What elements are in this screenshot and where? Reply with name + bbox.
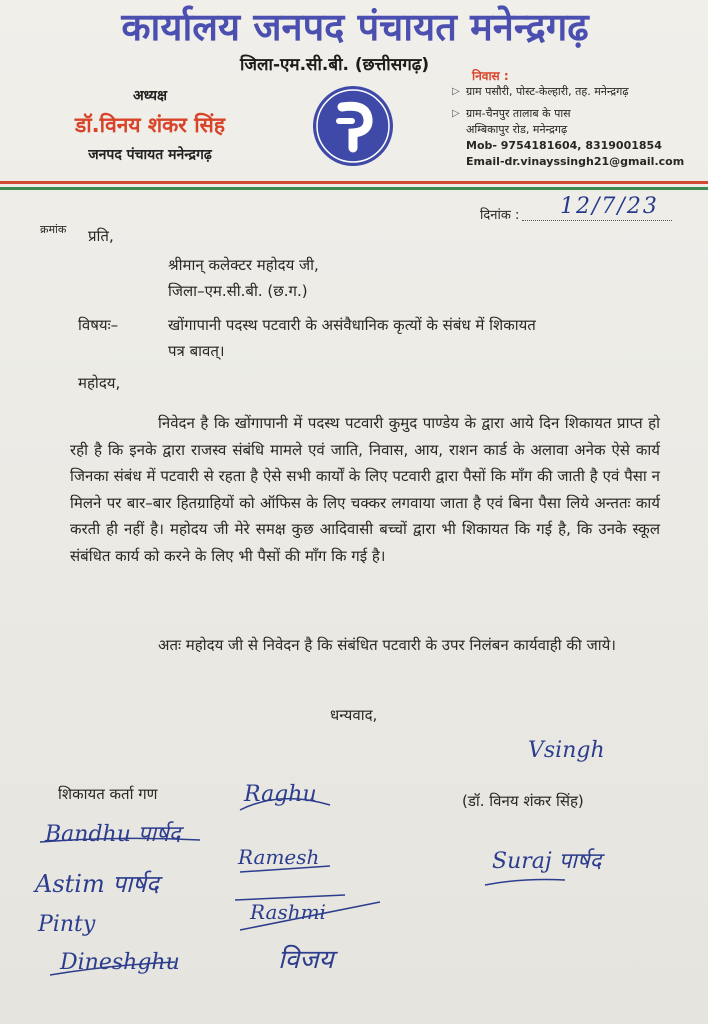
- email-address: Email-dr.vinayssingh21@gmail.com: [466, 155, 685, 168]
- panchayat-logo-icon: [312, 85, 394, 167]
- office-title: कार्यालय जनपद पंचायत मनेन्द्रगढ़: [121, 5, 589, 49]
- address-line-1: ग्राम पसौरी, पोस्ट-केल्हारी, तह. मनेन्द्रगढ़: [466, 85, 629, 98]
- signature-6: Rashmi: [250, 900, 326, 924]
- triangle-icon: ▷: [452, 108, 460, 119]
- president-office: जनपद पंचायत मनेन्द्रगढ़: [88, 147, 212, 163]
- thanks: धन्यवाद,: [330, 706, 378, 724]
- prati-label: प्रति,: [88, 227, 114, 245]
- address-heading: निवास :: [472, 69, 509, 83]
- complainants-label: शिकायत कर्ता गण: [58, 785, 158, 803]
- body-paragraph-1: [70, 410, 660, 569]
- subject-line-2: पत्र बावत्।: [168, 342, 225, 360]
- signature-9: Suraj पार्षद: [492, 849, 602, 874]
- recipient-line-1: श्रीमान् कलेक्टर महोदय जी,: [168, 256, 319, 274]
- signature-2: Astim पार्षद: [35, 870, 159, 898]
- date-value: 12/7/23: [560, 194, 659, 219]
- triangle-icon: ▷: [452, 86, 460, 97]
- signature-4: Dineshghu: [60, 950, 180, 975]
- reference-number-label: क्रमांक: [40, 223, 67, 236]
- signature-8: विजय: [278, 945, 334, 975]
- signature-1: Bandhu पार्षद: [45, 822, 181, 847]
- address-block: [452, 68, 684, 170]
- date-label: दिनांक :: [480, 208, 520, 223]
- address-line-3: अम्बिकापुर रोड, मनेन्द्रगढ़: [466, 123, 568, 136]
- subject-label: विषयः–: [78, 316, 119, 334]
- mobile-numbers: Mob- 9754181604, 8319001854: [466, 139, 662, 152]
- header-rule-red: [0, 181, 708, 184]
- signature-3: Pinty: [38, 912, 96, 937]
- signature-main: Vsingh: [528, 738, 605, 763]
- signature-5: Ramesh: [238, 845, 320, 869]
- recipient-line-2: जिला–एम.सी.बी. (छ.ग.): [168, 282, 308, 300]
- body-paragraph-2: [70, 632, 660, 659]
- president-role: अध्यक्ष: [132, 88, 168, 104]
- signatory-name: (डॉ. विनय शंकर सिंह): [462, 792, 584, 810]
- district-line: जिला-एम.सी.बी. (छत्तीसगढ़): [240, 55, 430, 75]
- body-paragraph-2-text: अतः महोदय जी से निवेदन है कि संबंधित पटवारी के उपर निलंबन कार्यवाही की जाये।: [158, 636, 616, 654]
- salutation: महोदय,: [78, 374, 121, 392]
- subject-line-1: खोंगापानी पदस्थ पटवारी के असंवैधानिक कृत्यों के संबंध में शिकायत: [168, 316, 536, 334]
- signature-7: Raghu: [244, 782, 317, 807]
- date-underline: [522, 220, 672, 221]
- president-block: [40, 86, 260, 164]
- president-name: डॉ.विनय शंकर सिंह: [74, 113, 225, 137]
- body-paragraph-1-text: निवेदन है कि खोंगापानी में पदस्थ पटवारी कुमुद पाण्डेय के द्वारा आये दिन शिकायत प्राप्त हो रही है कि इनके द्वारा राजस्व संबंधि मामले एवं जाति, निवास, आय, राशन कार्ड के अलावा अनेक ऐसे कार्य जिनका संबंध में पटवारी से रहता है ऐसे सभी कार्यों के लिए पटवारी द्वारा पैसों कि माँग की जाती है एवं पैसा न मिलने पर बार–बार हितग्राहियों को ऑफिस के लिए चक्कर लगवाया जाता है एवं बिना पैसा लिये अन्ततः कार्य करती ही नहीं है। महोदय जी मेरे समक्ष कुछ आदिवासी बच्चों द्वारा भी शिकायत कि गई है, कि उनके स्कूल संबंधित कार्य को करने के लिए भी पैसों की माँग कि गई है।: [70, 414, 660, 565]
- header-rule-green: [0, 187, 708, 190]
- address-line-2: ग्राम-चैनपुर तालाब के पास: [466, 107, 571, 120]
